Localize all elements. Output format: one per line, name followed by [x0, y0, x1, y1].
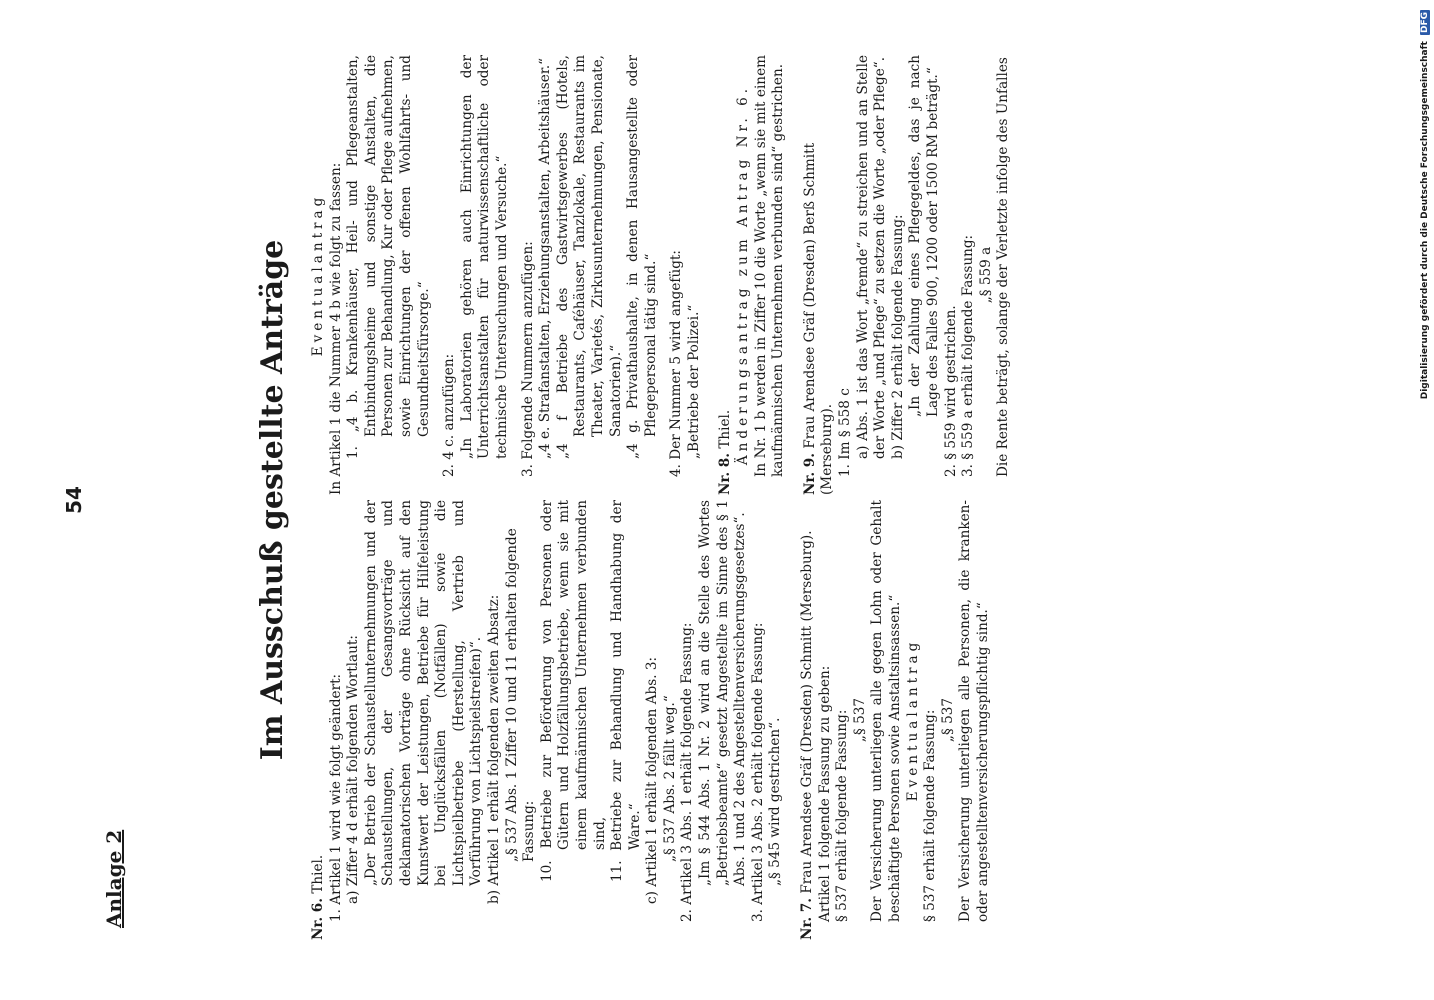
- motion-7-number: Nr. 7.: [799, 898, 816, 940]
- motion-7-name: Frau Arendsee Gräf (Dresden) Schmitt (Merseburg).: [799, 530, 816, 894]
- eventual-motion-heading: Eventualantrag: [310, 193, 326, 357]
- motion-9-item-1b-quote: „In der Zahlung eines Pflegegeldes, das je nach Lage des Falles 900, 1200 oder 1500 RM beträgt.“: [907, 55, 941, 417]
- motion-9-text: Die Rente beträgt, solange der Verletzte infolge des Unfalles: [995, 57, 1012, 477]
- motion-8-heading: [717, 55, 735, 495]
- credit-text: Digitalisierung gefördert durch die Deutsche Forschungsgemeinschaft: [1420, 41, 1430, 400]
- motion-9-number: Nr. 9.: [801, 453, 818, 495]
- motion-6-item-1a-quote: „Der Betrieb der Schaustellunternehmungen und der Schaustellungen, der Gesangsvorträge und deklamatorischen Vorträge ohne Rücksicht auf den Kunstwert der Leistungen, Betriebe für Hilfeleistung bei Unglücksfällen (Notfällen) sowie die Lichtspielbetriebe (Herstellung, Vertrieb und Vorführung von Lichtspielstreifen)“.: [362, 500, 485, 886]
- page-title: Im Ausschuß gestellte Anträge: [255, 239, 290, 761]
- motion-6-name: Thiel.: [310, 854, 326, 894]
- annex-label: Anlage 2: [102, 829, 126, 928]
- motion-6-item-2-quote: „Im § 544 Abs. 1 Nr. 2 wird an die Stelle des Wortes „Betriebsbeamte“ gesetzt Angestellte im Sinne des § 1 Abs. 1 und 2 des Angestelltenversicherungsgesetzes“.: [697, 500, 749, 886]
- motion-9-item-1: 1. Im § 558 c: [837, 388, 854, 477]
- page-number: 54: [62, 486, 86, 514]
- motion-7-text-2: Der Versicherung unterliegen alle Personen, die kranken- oder angestelltenversicherungspflichtig sind.“: [957, 500, 991, 922]
- motion-9-item-3: 3. § 559 a erhält folgende Fassung:: [960, 234, 977, 477]
- eventual-item-3-4e: „4 e. Strafanstalten, Erziehungsanstalten, Arbeitshäuser.“: [537, 57, 554, 459]
- eventual-item-1: 1. „4 b. Krankenhäuser, Heil- und Pflegeanstalten, Entbindungsheime und sonstige Anstalten, die Personen zur Behandlung, Kur oder Pflege aufnehmen, sowie Einrichtungen der offenen Wohlfahrts- und Gesundheitsfürsorge.“: [345, 55, 432, 459]
- motion-9-item-1a: a) Abs. 1 ist das Wort „fremde“ zu streichen und an Stelle der Worte „und Pflege“ zu setzen die Worte „oder Pflege“.: [854, 55, 889, 459]
- left-column: [310, 500, 993, 940]
- motion-6-item-1c-quote: „§ 537 Abs. 2 fällt weg.“: [661, 695, 678, 862]
- right-column: [310, 55, 1013, 495]
- motion-6-item-3: 3. Artikel 3 Abs. 2 erhält folgende Fassung:: [749, 622, 766, 922]
- motion-6-item-1c: c) Artikel 1 erhält folgenden Abs. 3:: [644, 656, 661, 904]
- motion-6-item-1b-10: 10. Betriebe zur Beförderung von Personen oder Gütern und Holzfällungsbetriebe, wenn sie mit einem kaufmännischen Unternehmen verbunden sind,: [538, 500, 608, 882]
- motion-7-line-2: § 537 erhält folgende Fassung:: [834, 709, 851, 922]
- eventual-item-2: 2. 4 c. anzufügen:: [441, 353, 458, 477]
- motion-9-name: Frau Arendsee Gräf (Dresden) Berß Schmitt (Merseburg).: [801, 142, 836, 495]
- motion-6-item-1b-11: 11. Betriebe zur Behandlung und Handhabung der Ware.“: [609, 500, 643, 882]
- eventual-item-4: 4. Der Nummer 5 wird angefügt:: [668, 250, 685, 477]
- motion-6-item-1b: b) Artikel 1 erhält folgenden zweiten Absatz:: [485, 594, 502, 904]
- eventual-intro: In Artikel 1 die Nummer 4 b wie folgt zu fassen:: [327, 162, 344, 495]
- motion-6-item-1a: a) Ziffer 4 d erhält folgenden Wortlaut:: [345, 635, 362, 904]
- motion-8-name: Thiel.: [717, 409, 734, 449]
- dfg-logo: DFG: [1420, 12, 1430, 34]
- motion-6-item-1: 1. Artikel 1 wird wie folgt geändert:: [327, 673, 344, 922]
- motion-6-heading: [310, 500, 328, 940]
- motion-9-section: „§ 559 a: [977, 246, 994, 304]
- motion-7-section: „§ 537: [851, 697, 868, 743]
- motion-6-item-2: 2. Artikel 3 Abs. 1 erhält folgende Fassung:: [679, 622, 696, 922]
- eventual-item-4-quote: „Betriebe der Polizei.“: [685, 304, 702, 459]
- motion-6-number: Nr. 6.: [310, 898, 326, 940]
- motion-6-item-3-quote: „§ 545 wird gestrichen“.: [767, 717, 784, 886]
- motion-7-line-3: § 537 erhält folgende Fassung:: [922, 709, 939, 922]
- eventual-item-3: 3. Folgende Nummern anzufügen:: [519, 241, 536, 477]
- motion-7-line-1: Artikel 1 folgende Fassung zu geben:: [816, 665, 833, 922]
- motion-8-amendment-heading: Änderungsantrag zum Antrag Nr. 6.: [735, 84, 752, 466]
- digitization-credit: [1420, 10, 1430, 1000]
- eventual-item-3-4f: „4 f Betriebe des Gastwirtsgewerbes (Hotels, Restaurants, Caféhäuser, Tanzlokale, Restaurants im Theater, Varietés, Zirkusunternehmungen, Pensionate, Sanatorien).“: [554, 55, 624, 459]
- motion-9-item-2: 2. § 559 wird gestrichen.: [942, 305, 959, 477]
- motion-6-item-1b-quote: „§ 537 Abs. 1 Ziffer 10 und 11 erhalten folgende Fassung:: [503, 528, 538, 862]
- eventual-item-3-4g: „4 g. Privathaushalte, in denen Hausangestellte oder Pflegepersonal tätig sind.“: [625, 55, 659, 459]
- motion-7-text: Der Versicherung unterliegen alle gegen Lohn oder Gehalt beschäftigte Personen sowie Anstaltsinsassen.“: [869, 500, 903, 922]
- motion-7-eventual-heading: Eventualantrag: [904, 638, 921, 802]
- motion-8-text: In Nr. 1 b werden in Ziffer 10 die Worte „wenn sie mit einem kaufmännischen Unternehmen verbunden sind“ gestrichen.: [752, 55, 787, 477]
- motion-9-heading: [802, 55, 837, 495]
- eventual-item-2-quote: „In Laboratorien gehören auch Einrichtungen der Unterrichtsanstalten für naturwissenschaftliche oder technische Untersuchungen und Versuche.“: [458, 55, 510, 459]
- motion-9-item-1b: b) Ziffer 2 erhält folgende Fassung:: [889, 214, 906, 459]
- motion-8-number: Nr. 8.: [717, 453, 734, 495]
- motion-7-heading: [799, 500, 817, 940]
- motion-7-section-2: „§ 537: [939, 697, 956, 743]
